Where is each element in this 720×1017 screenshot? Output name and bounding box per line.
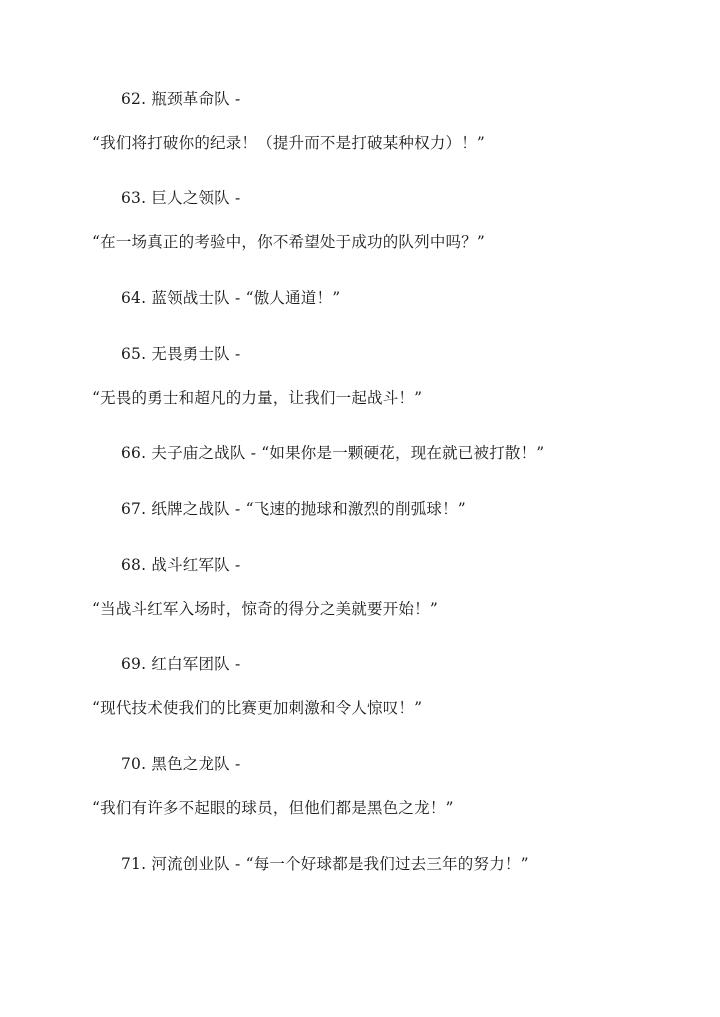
entry-heading: 62. 瓶颈革命队 - (121, 90, 241, 108)
entry-heading: 63. 巨人之领队 - (121, 189, 241, 207)
entry-heading: 66. 夫子庙之战队 - “如果你是一颗硬花，现在就已被打散！” (121, 444, 545, 462)
entry-slogan: “我们有许多不起眼的球员，但他们都是黑色之龙！” (92, 799, 454, 817)
entry-heading: 65. 无畏勇士队 - (121, 345, 241, 363)
entry-heading: 68. 战斗红军队 - (121, 556, 241, 574)
entry-slogan: “现代技术使我们的比赛更加刺激和令人惊叹！” (92, 699, 423, 717)
entry-heading: 67. 纸牌之战队 - “飞速的抛球和激烈的削弧球！” (121, 500, 466, 518)
entry-slogan: “在一场真正的考验中，你不希望处于成功的队列中吗？” (92, 233, 486, 251)
entry-heading: 71. 河流创业队 - “每一个好球都是我们过去三年的努力！” (121, 855, 529, 873)
entry-heading: 64. 蓝领战士队 - “傲人通道！” (121, 289, 341, 307)
entry-heading: 69. 红白军团队 - (121, 655, 241, 673)
entry-slogan: “当战斗红军入场时，惊奇的得分之美就要开始！” (92, 600, 438, 618)
entry-slogan: “无畏的勇士和超凡的力量，让我们一起战斗！” (92, 389, 423, 407)
entry-slogan: “我们将打破你的纪录！（提升而不是打破某种权力）！” (92, 134, 486, 152)
entry-heading: 70. 黑色之龙队 - (121, 755, 241, 773)
